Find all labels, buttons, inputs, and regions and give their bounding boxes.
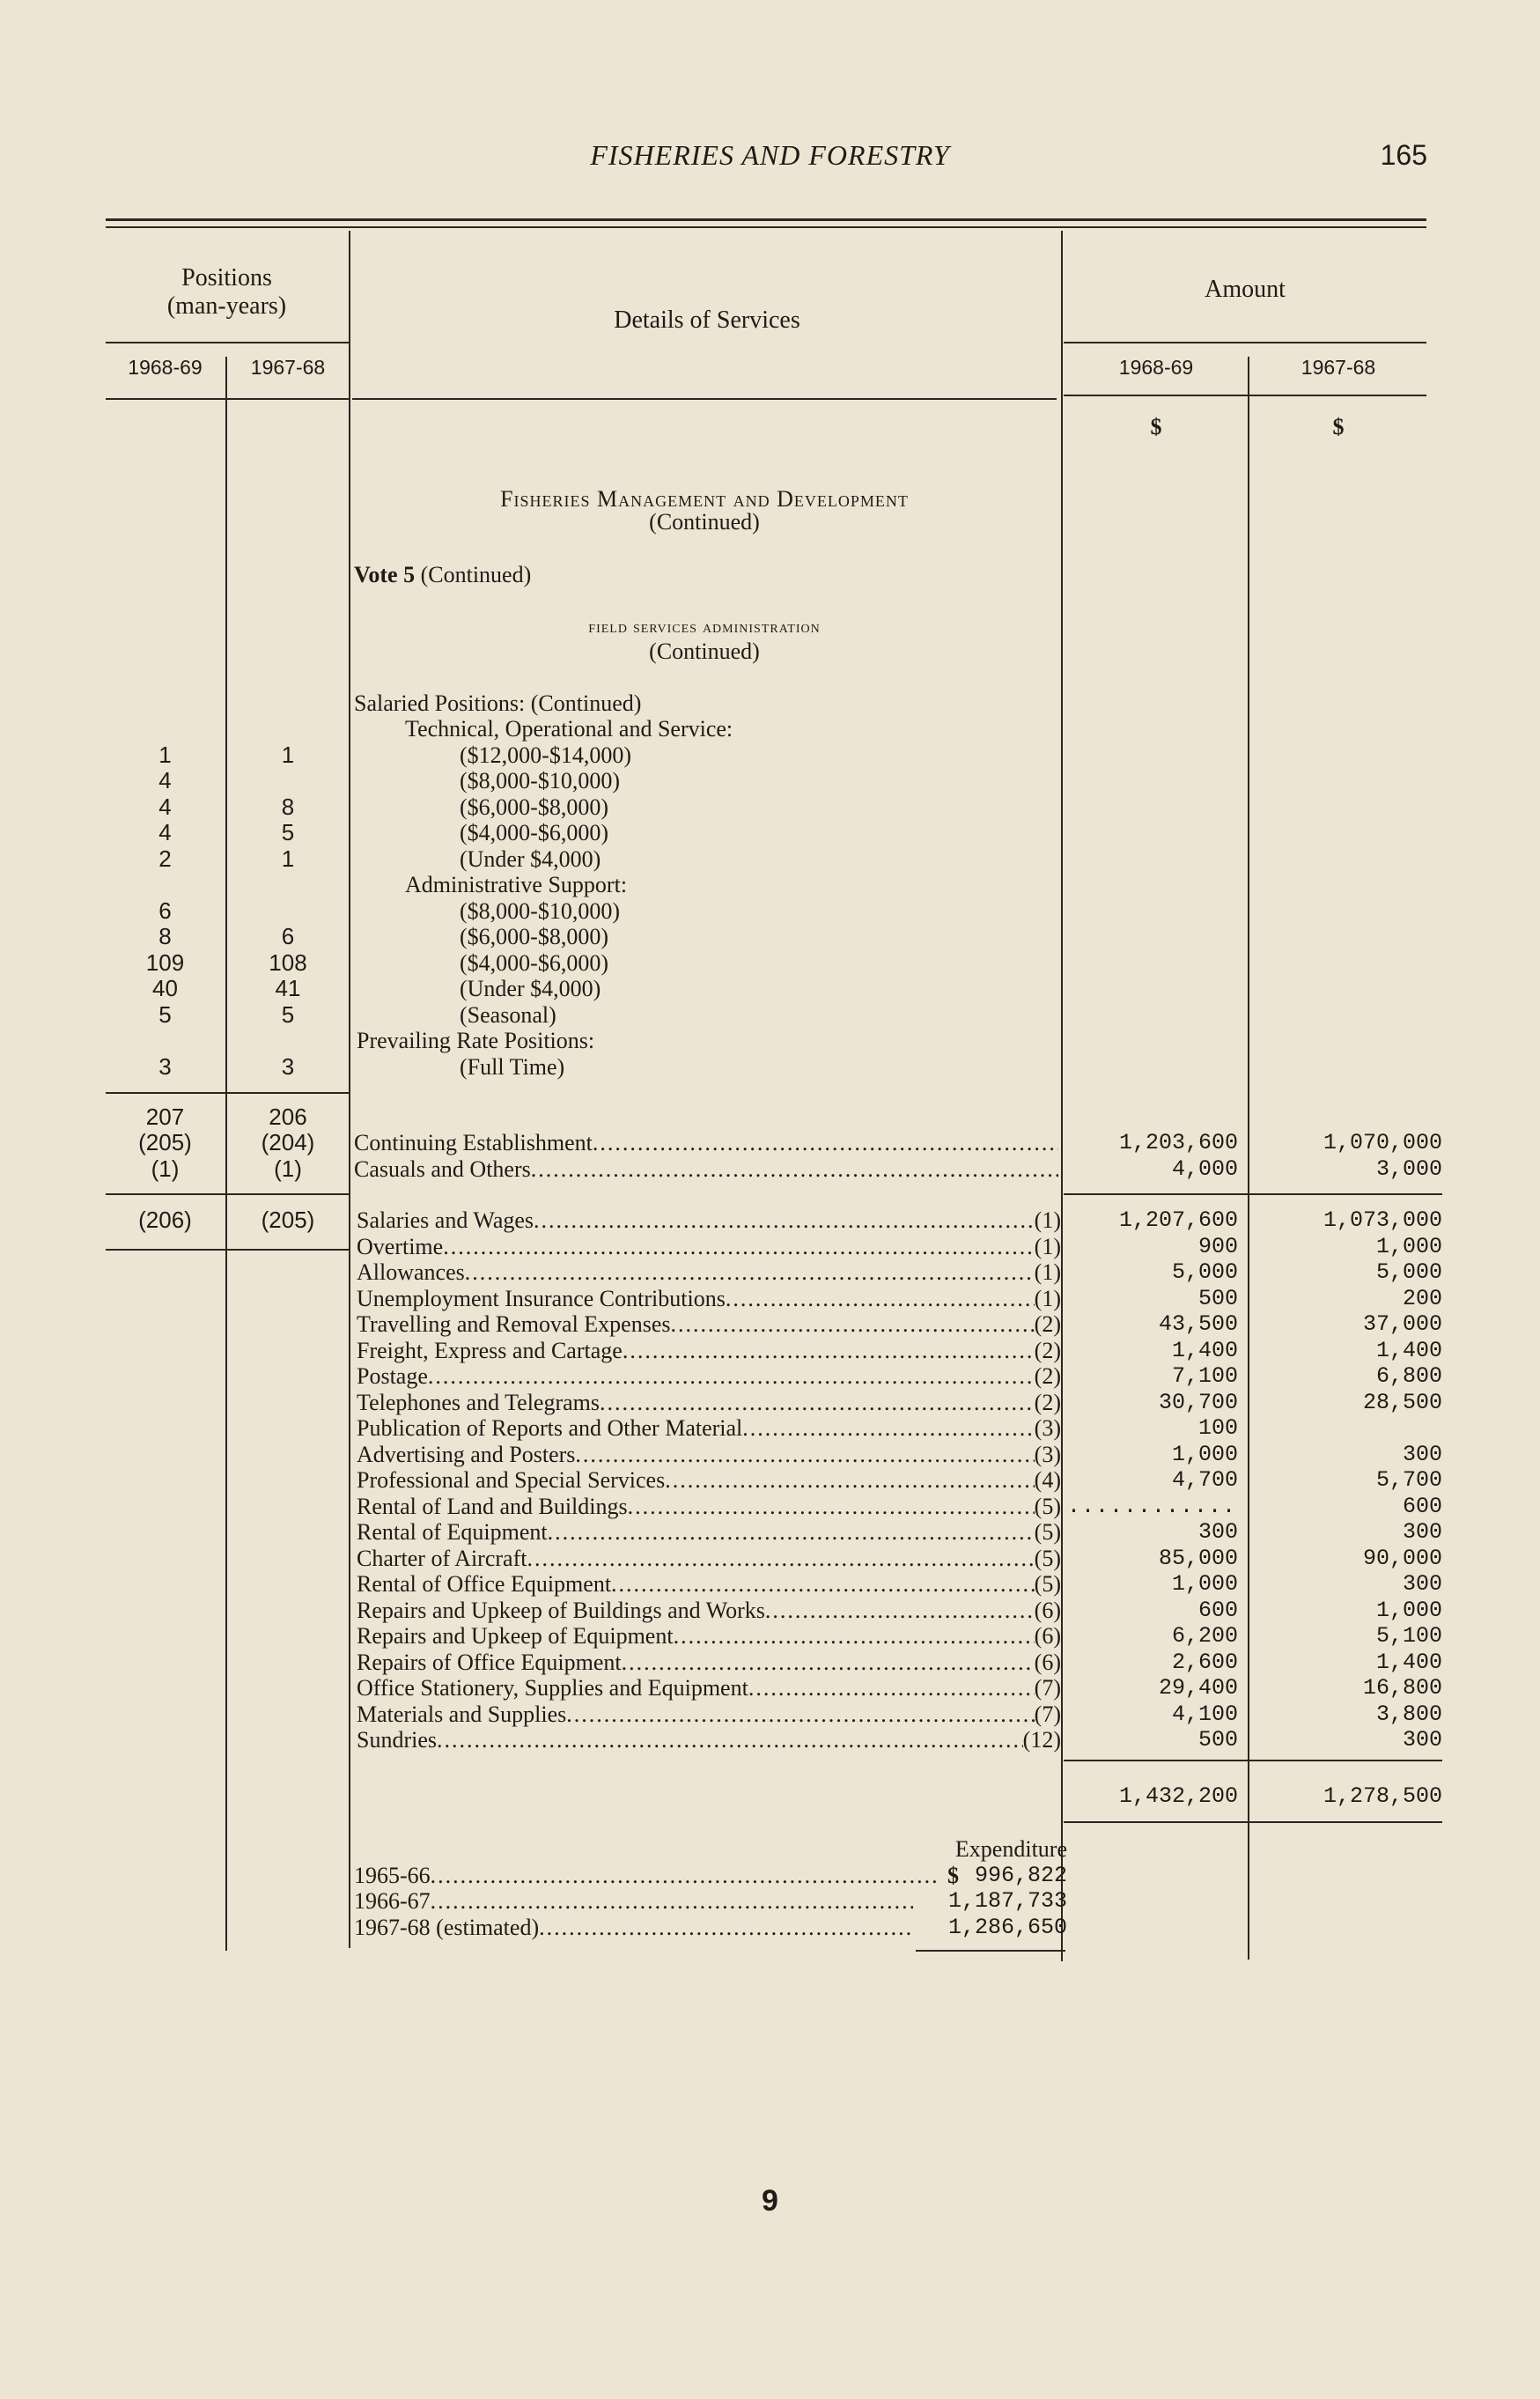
expense-amt-a: 1,207,600 (1118, 1207, 1238, 1233)
range-label: ($4,000-$6,000) (460, 950, 608, 976)
expense-amt-a: 1,400 (1171, 1337, 1238, 1363)
prevailing-heading: Prevailing Rate Positions: (357, 1028, 595, 1053)
grand-total-b: 1,278,500 (1323, 1783, 1442, 1809)
expense-amt-a: 4,700 (1171, 1467, 1238, 1493)
expense-label: Unemployment Insurance Contributions (357, 1285, 726, 1311)
expense-code: (2) (1034, 1311, 1061, 1337)
expense-label: Rental of Equipment (357, 1519, 548, 1545)
pos-b-row: 41 (275, 975, 301, 1001)
expense-amt-a: 500 (1197, 1727, 1238, 1753)
expense-amt-a: 500 (1197, 1285, 1238, 1311)
positions-subrule (106, 342, 349, 343)
expense-label: Freight, Express and Cartage (357, 1337, 623, 1363)
currency-b: $ (1332, 414, 1345, 439)
range-label: ($6,000-$8,000) (460, 924, 608, 949)
expense-label: Professional and Special Services (357, 1467, 666, 1493)
expense-amt-b: 300 (1402, 1727, 1442, 1753)
expense-label: Advertising and Posters (357, 1441, 576, 1467)
pos-a-row: 4 (158, 794, 172, 820)
expense-row (357, 1207, 1061, 1234)
leader-dots (465, 1259, 1035, 1286)
expense-amt-b: 28,500 (1362, 1389, 1442, 1415)
expense-amt-a: 5,000 (1171, 1259, 1238, 1285)
leader-dots (531, 1156, 1058, 1183)
expense-row (357, 1623, 1061, 1650)
expense-row (357, 1675, 1061, 1701)
amt-year-a: 1968-69 (1118, 356, 1194, 379)
expense-row (357, 1234, 1061, 1260)
expense-label: Allowances (357, 1259, 465, 1285)
pos-b-row: 3 (281, 1053, 295, 1080)
amt-header-bottom-rule (1064, 395, 1426, 396)
expenditure-year: 1965-66 (354, 1863, 431, 1888)
expense-code: (6) (1034, 1649, 1061, 1675)
expenditure-row (354, 1888, 1067, 1915)
expenditure-year: 1966-67 (354, 1888, 431, 1914)
expense-amt-b: 1,073,000 (1323, 1207, 1442, 1233)
expense-amt-b: 3,800 (1375, 1701, 1442, 1727)
expense-row (357, 1494, 1061, 1520)
expenditure-value: 1,286,650 (947, 1915, 1067, 1940)
expense-row (357, 1571, 1061, 1598)
expense-row (357, 1598, 1061, 1624)
expense-amt-a: ............ (1067, 1493, 1237, 1519)
positions-subtotal-rule (106, 1092, 349, 1094)
expenditure-value: 1,187,733 (947, 1888, 1067, 1914)
expense-row (357, 1338, 1061, 1364)
pos-b-row: 108 (269, 949, 307, 976)
leader-dots (611, 1571, 1035, 1598)
expense-amt-b: 37,000 (1362, 1311, 1442, 1337)
expense-row (357, 1727, 1061, 1753)
grand-total-rule-top (1064, 1760, 1442, 1761)
expense-amt-b: 1,400 (1375, 1337, 1442, 1363)
positions-header-line1: Positions (181, 264, 272, 292)
pos-year-a: 1968-69 (128, 356, 203, 379)
pos-rule-3 (106, 1249, 349, 1251)
expense-amt-a: 4,100 (1171, 1701, 1238, 1727)
vote-bold: Vote 5 (354, 562, 416, 587)
expense-code: (3) (1034, 1441, 1061, 1467)
details-amount-divider (1061, 231, 1063, 1961)
expense-pos-a: (206) (138, 1207, 192, 1233)
expense-code: (5) (1034, 1493, 1061, 1519)
expense-label: Publication of Reports and Other Material (357, 1415, 743, 1441)
top-rule-2 (106, 226, 1426, 228)
leader-dots (628, 1494, 1035, 1520)
continuing-label: Continuing Establishment (354, 1130, 593, 1155)
expense-code: (6) (1034, 1597, 1061, 1623)
leader-dots (437, 1727, 1023, 1753)
footer-signature-number: 9 (762, 2184, 778, 2218)
continuing-row (354, 1130, 1058, 1156)
expense-code: (6) (1034, 1623, 1061, 1649)
expense-amt-b: 200 (1402, 1285, 1442, 1311)
leader-dots (527, 1546, 1034, 1572)
expense-amt-b: 600 (1402, 1493, 1442, 1519)
vote-line (354, 562, 531, 588)
expense-row (357, 1415, 1061, 1442)
expense-amt-a: 30,700 (1158, 1389, 1238, 1415)
leader-dots (443, 1234, 1034, 1260)
range-label: ($8,000-$10,000) (460, 898, 620, 924)
expense-label: Office Stationery, Supplies and Equipment (357, 1675, 748, 1701)
expense-amt-a: 2,600 (1171, 1649, 1238, 1675)
pos-a-row: 2 (158, 845, 172, 872)
expense-amt-b: 300 (1402, 1519, 1442, 1545)
expense-amt-a: 1,000 (1171, 1571, 1238, 1597)
salaried-heading: Salaried Positions: (Continued) (354, 690, 642, 716)
expenditure-value: 996,822 (974, 1863, 1067, 1888)
leader-dots (548, 1519, 1035, 1546)
admin-heading: Administrative Support: (405, 872, 628, 897)
pos-a-row: 8 (158, 923, 172, 949)
grand-total-rule-bottom (1064, 1821, 1442, 1823)
leader-dots (674, 1623, 1035, 1650)
expense-row (357, 1259, 1061, 1286)
expense-label: Rental of Office Equipment (357, 1571, 612, 1597)
expense-code: (5) (1034, 1519, 1061, 1545)
currency-a: $ (1150, 414, 1162, 439)
expense-amt-b: 5,700 (1375, 1467, 1442, 1493)
expense-row (357, 1519, 1061, 1546)
leader-dots (431, 1863, 940, 1889)
amount-subrule (1064, 342, 1426, 343)
expense-row (357, 1442, 1061, 1468)
expense-label: Repairs and Upkeep of Equipment (357, 1623, 674, 1649)
expense-code: (1) (1034, 1233, 1061, 1259)
range-label: ($12,000-$14,000) (460, 742, 631, 768)
pos-b-row: 1 (281, 845, 295, 872)
expense-code: (1) (1034, 1259, 1061, 1285)
sub-heading-cont: (Continued) (649, 639, 760, 664)
expense-amt-a: 900 (1197, 1233, 1238, 1259)
expense-code: (2) (1034, 1389, 1061, 1415)
pos-details-divider (349, 231, 350, 1948)
expense-amt-a: 6,200 (1171, 1623, 1238, 1649)
leader-dots (742, 1415, 1034, 1442)
sub-heading: field services administration (588, 617, 821, 637)
leader-dots (665, 1467, 1034, 1494)
casuals-amt-b: 3,000 (1375, 1156, 1442, 1182)
expense-code: (12) (1022, 1727, 1061, 1753)
leader-dots (575, 1442, 1034, 1468)
expense-row (357, 1390, 1061, 1416)
expense-row (357, 1311, 1061, 1338)
leader-dots (765, 1598, 1035, 1624)
expenditure-end-rule (916, 1950, 1065, 1952)
pos-b-row: 5 (281, 1001, 295, 1028)
expense-label: Travelling and Removal Expenses (357, 1311, 671, 1337)
expense-code: (4) (1034, 1467, 1061, 1493)
expense-row (357, 1546, 1061, 1572)
expenditure-heading: Expenditure (954, 1836, 1067, 1862)
leader-dots (670, 1311, 1034, 1338)
leader-dots (726, 1286, 1035, 1312)
continuing-pos-b: (204) (261, 1129, 315, 1155)
range-label: (Under $4,000) (460, 846, 601, 872)
expense-amt-a: 600 (1197, 1597, 1238, 1623)
expense-amt-b: 90,000 (1362, 1545, 1442, 1571)
expense-label: Repairs and Upkeep of Buildings and Works (357, 1597, 765, 1623)
expense-row (357, 1286, 1061, 1312)
expense-label: Telephones and Telegrams (357, 1389, 601, 1415)
casuals-row (354, 1156, 1058, 1183)
details-header-bottom-rule (352, 398, 1057, 400)
expense-amt-b: 5,100 (1375, 1623, 1442, 1649)
expense-amt-a: 300 (1197, 1519, 1238, 1545)
expenditure-row (354, 1915, 1067, 1941)
expense-label: Materials and Supplies (357, 1701, 567, 1727)
amt-year-b: 1967-68 (1301, 356, 1376, 379)
expense-label: Charter of Aircraft (357, 1545, 527, 1571)
casuals-pos-b: (1) (274, 1155, 302, 1182)
expense-amt-b: 16,800 (1362, 1675, 1442, 1701)
expense-amt-b: 300 (1402, 1571, 1442, 1597)
section-heading: Fisheries Management and Development (500, 486, 909, 512)
expense-amt-b: 1,000 (1375, 1233, 1442, 1259)
expense-code: (1) (1034, 1285, 1061, 1311)
amount-rule-2 (1064, 1193, 1442, 1195)
expenditure-dollar: $ (947, 1863, 959, 1888)
expense-code: (2) (1034, 1337, 1061, 1363)
pos-a-row: 5 (158, 1001, 172, 1028)
leader-dots (534, 1207, 1035, 1234)
pos-a-row: 109 (145, 949, 185, 976)
expense-amt-a: 43,500 (1158, 1311, 1238, 1337)
pos-b-row: 6 (281, 923, 295, 949)
expense-amt-a: 100 (1197, 1415, 1238, 1441)
pos-b-row: 8 (281, 794, 295, 820)
leader-dots (566, 1701, 1034, 1728)
expense-code: (7) (1034, 1675, 1061, 1701)
continuing-amt-a: 1,203,600 (1118, 1130, 1238, 1155)
pos-a-row: 3 (158, 1053, 172, 1080)
expense-amt-b: 1,400 (1375, 1649, 1442, 1675)
page-number: 165 (1380, 139, 1427, 171)
pos-a-row: 4 (158, 767, 172, 794)
positions-header (106, 264, 348, 321)
casuals-pos-a: (1) (151, 1155, 180, 1182)
range-label: (Under $4,000) (460, 976, 601, 1001)
expense-amt-a: 1,000 (1171, 1441, 1238, 1467)
tech-heading: Technical, Operational and Service: (405, 716, 733, 742)
expense-label: Salaries and Wages (357, 1207, 534, 1233)
running-head-title: FISHERIES AND FORESTRY (590, 139, 950, 171)
expense-row (357, 1363, 1061, 1390)
pos-b-row: 1 (281, 742, 295, 768)
expense-code: (5) (1034, 1545, 1061, 1571)
continuing-amt-b: 1,070,000 (1323, 1130, 1442, 1155)
expense-label: Rental of Land and Buildings (357, 1493, 628, 1519)
expense-amt-b: 300 (1402, 1441, 1442, 1467)
expense-row (357, 1701, 1061, 1728)
range-label: (Seasonal) (460, 1002, 556, 1028)
pos-b-row: 5 (281, 819, 295, 845)
expense-code: (3) (1034, 1415, 1061, 1441)
expense-amt-a: 29,400 (1158, 1675, 1238, 1701)
continuing-pos-a: (205) (138, 1129, 192, 1155)
total-b: 206 (269, 1104, 307, 1130)
leader-dots (623, 1338, 1035, 1364)
section-heading-cont: (Continued) (649, 509, 760, 535)
pos-a-row: 1 (158, 742, 172, 768)
leader-dots (622, 1650, 1035, 1676)
pos-rule-2 (106, 1193, 349, 1195)
expense-code: (1) (1034, 1207, 1061, 1233)
expense-label: Overtime (357, 1233, 444, 1259)
expense-code: (7) (1034, 1701, 1061, 1727)
expense-code: (5) (1034, 1571, 1061, 1597)
expense-code: (2) (1034, 1363, 1061, 1389)
vote-rest: (Continued) (415, 562, 532, 587)
expense-label: Sundries (357, 1727, 437, 1753)
grand-total-a: 1,432,200 (1118, 1783, 1238, 1809)
leader-dots (593, 1130, 1058, 1156)
range-label: ($4,000-$6,000) (460, 820, 608, 845)
expense-amt-b: 1,000 (1375, 1597, 1442, 1623)
expenditure-row (354, 1863, 1067, 1889)
amount-header: Amount (1205, 276, 1286, 303)
expense-row (357, 1650, 1061, 1676)
details-header: Details of Services (614, 306, 800, 334)
expense-label: Repairs of Office Equipment (357, 1649, 622, 1675)
pos-a-row: 6 (158, 897, 172, 924)
pos-year-b: 1967-68 (250, 356, 326, 379)
expense-amt-a: 7,100 (1171, 1363, 1238, 1389)
expense-amt-b: 5,000 (1375, 1259, 1442, 1285)
positions-header-line2: (man-years) (166, 292, 287, 320)
leader-dots (431, 1888, 913, 1915)
range-label: ($6,000-$8,000) (460, 794, 608, 820)
leader-dots (539, 1915, 913, 1941)
pos-a-row: 40 (152, 975, 178, 1001)
range-label: (Full Time) (460, 1054, 565, 1080)
range-label: ($8,000-$10,000) (460, 768, 620, 794)
expense-label: Postage (357, 1363, 428, 1389)
pos-header-bottom-rule (106, 398, 349, 400)
expense-row (357, 1467, 1061, 1494)
leader-dots (600, 1390, 1035, 1416)
casuals-label: Casuals and Others (354, 1156, 531, 1182)
leader-dots (428, 1363, 1035, 1390)
expense-amt-b: 6,800 (1375, 1363, 1442, 1389)
pos-a-row: 4 (158, 819, 172, 845)
leader-dots (748, 1675, 1035, 1701)
expenditure-year: 1967-68 (estimated) (354, 1915, 540, 1940)
expense-amt-a: 85,000 (1158, 1545, 1238, 1571)
expense-pos-b: (205) (261, 1207, 315, 1233)
casuals-amt-a: 4,000 (1171, 1156, 1238, 1182)
total-a: 207 (145, 1104, 185, 1130)
amount-year-divider (1248, 357, 1249, 1960)
top-rule (106, 218, 1426, 221)
